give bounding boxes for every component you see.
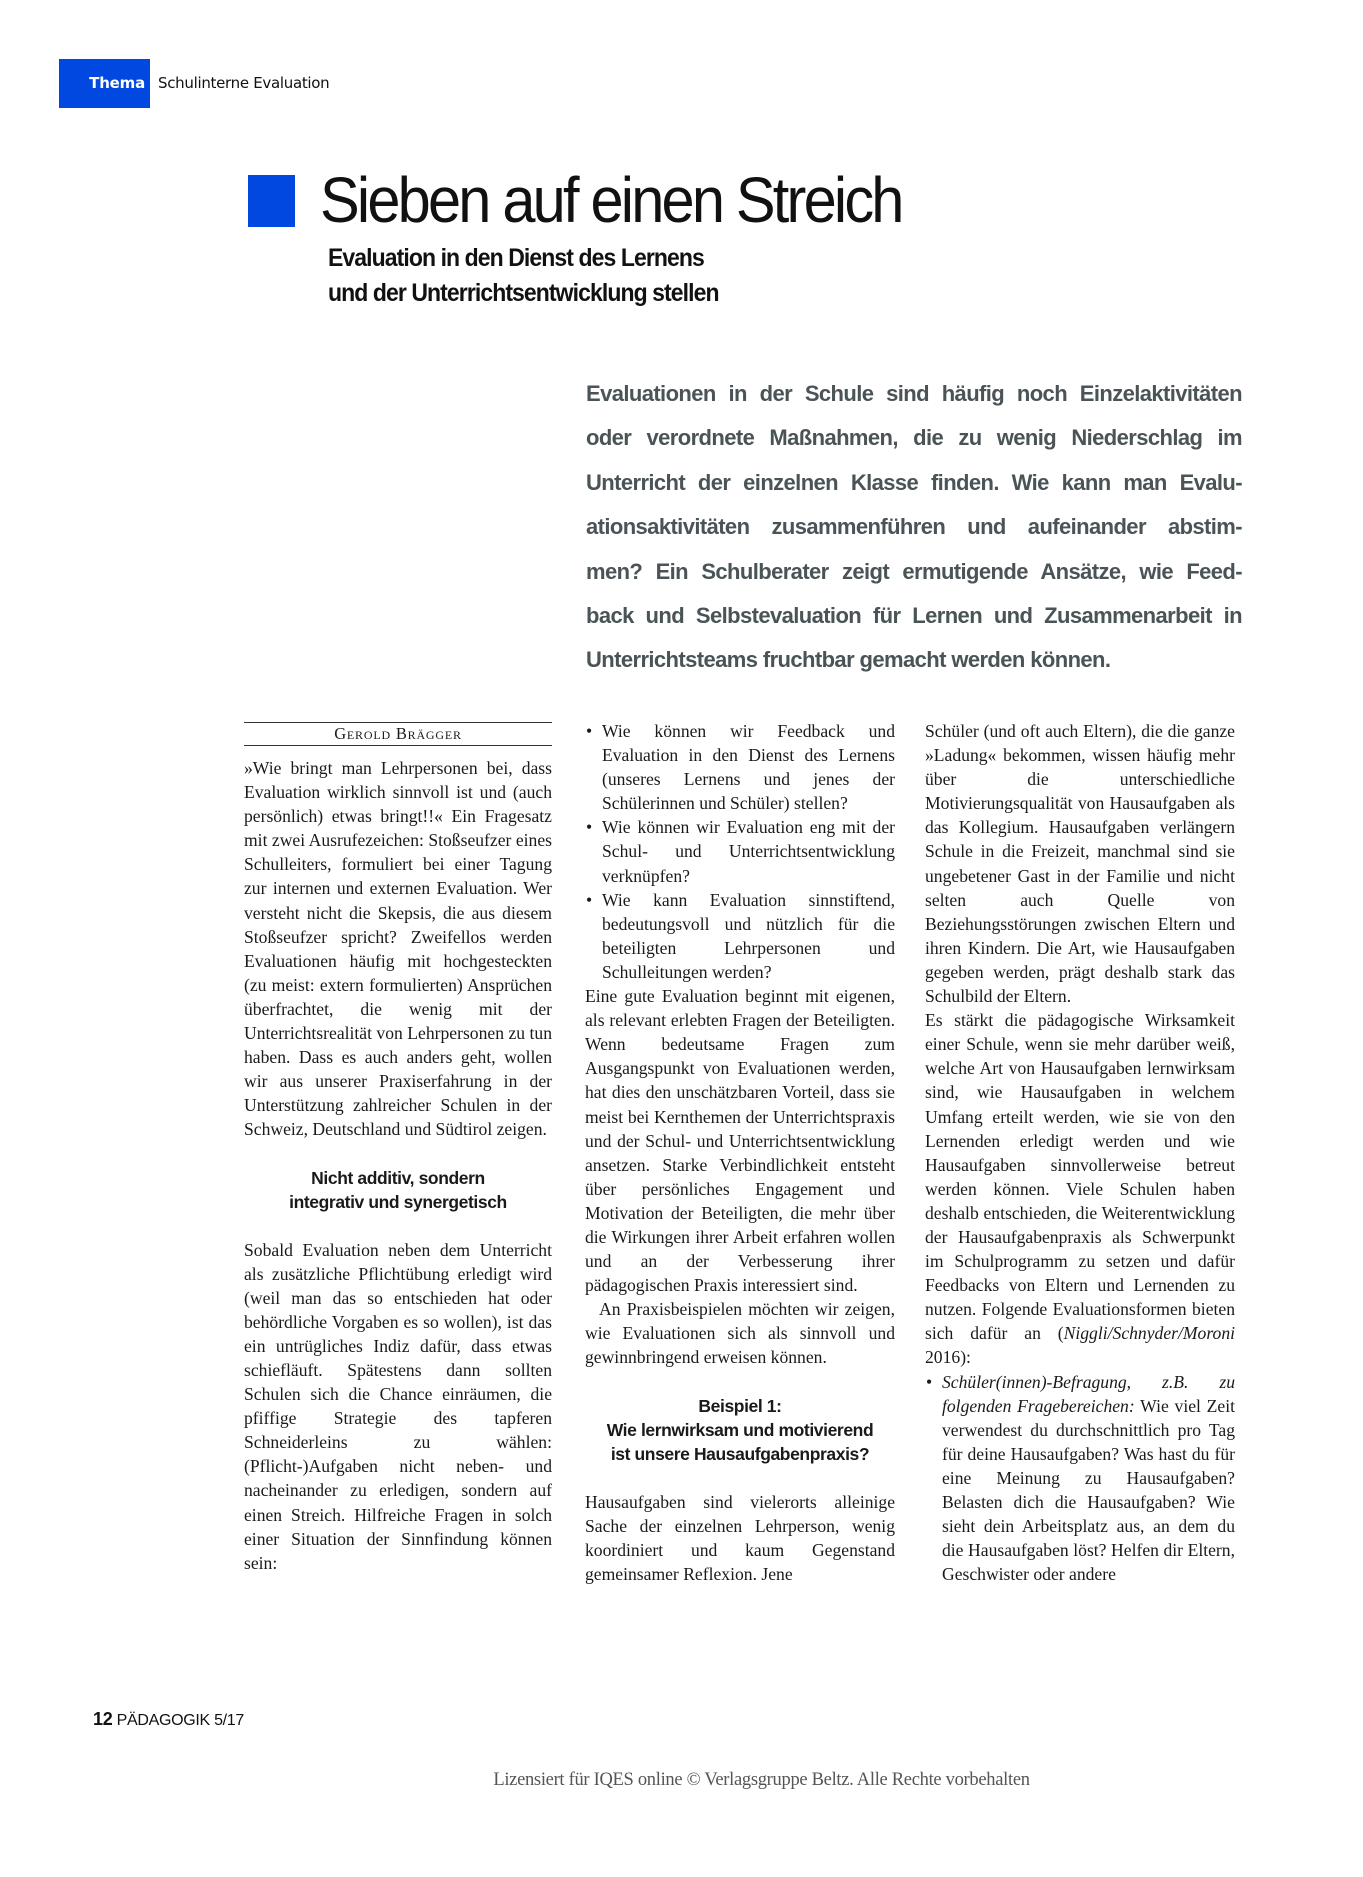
question-list: [585, 719, 895, 984]
paragraph-text: Es stärkt die pädagogische Wirksamkeit einer Schule, wenn sie mehr darüber weiß, welche Art von Hausaufgaben lernwirksam sind, wie Hausaufgaben in welchem Umfang erteilt werden, wie sie von den Lernenden erledigt werden und wie Hausaufgaben sinnvollerweise betreut werden können. Viele Schulen haben deshalb entschieden, die Weiterentwicklung der Hausaufgabenpraxis als Schwerpunkt im Schulprogramm zu setzen und dafür Feedbacks von Eltern und Lernenden zu nutzen. Folgende Evaluationsformen bieten sich dafür an (: [925, 1010, 1235, 1344]
citation-year: 2016):: [925, 1347, 971, 1368]
list-item: • Wie können wir Feedback und Evaluation in den Dienst des Lernens (unseres Lernens und jenes der Schülerinnen und Schüler) stellen?: [585, 719, 895, 815]
article-title: Sieben auf einen Streich: [320, 164, 902, 236]
author-byline: Gerold Brägger: [244, 722, 552, 746]
list-item: • Wie können wir Evaluation eng mit der Schul- und Unterrichtsentwicklung verknüpfen?: [585, 815, 895, 887]
lead-line: Unterricht der einzelnen Klasse finden. Wie kann man Evalu-: [586, 469, 1242, 495]
page-folio: [93, 1709, 244, 1730]
lead-line: back und Selbstevaluation für Lernen und Zusammenarbeit in: [586, 603, 1242, 629]
list-item-text: Wie viel Zeit verwendest du durchschnittlich pro Tag für deine Hausaufgaben? Was hast du für eine Meinung zu Hausaufgaben? Belasten dich die Hausaufgaben? Wie sieht dein Arbeitsplatz aus, an dem du die Hausaufgaben löst? Helfen dir Eltern, Geschwister oder andere: [942, 1395, 1235, 1585]
body-paragraph: Schüler (und oft auch Eltern), die die ganze »Ladung« bekommen, wissen häufig mehr über die unterschiedliche Motivierungsqualität von Hausaufgaben als das Kollegium. Hausaufgaben verlängern Schule in die Freizeit, manchmal sind sie ungebetener Gast in der Familie und nicht selten auch Quelle von Beziehungsstörungen zwischen Eltern und ihren Kindern. Die Art, wie Hausaufgaben gegeben werden, prägt deshalb stark das Schulbild der Eltern.: [925, 721, 1235, 1007]
lead-paragraph: [586, 372, 1242, 683]
body-paragraph: [925, 1008, 1235, 1369]
lead-line: Evaluationen in der Schule sind häufig noch Einzelaktivitäten: [586, 381, 1242, 406]
lead-line: Unterrichtsteams fruchtbar gemacht werden können.: [586, 647, 1111, 673]
intro-paragraph: »Wie bringt man Lehrpersonen bei, dass Evaluation wirklich sinnvoll ist und (auch persönlich) etwas bringt!!« Ein Fragesatz mit zwei Ausrufezeichen: Stoßseufzer eines Schulleiters, formuliert bei einer Tagung zur internen und externen Evaluation. Wer versteht nicht die Skepsis, die aus diesem Stoßseufzer spricht? Zweifellos werden Evaluationen häufig mit hochgesteckten (zu meist: extern formulierten) Ansprüchen überfrachtet, die wenig mit der Unterrichtsrealität von Lehrpersonen zu tun haben. Dass es auch anders geht, wollen wir aus unserer Praxiserfahrung in der Unterstützung zahlreicher Schulen in der Schweiz, Deutschland und Südtirol zeigen.: [244, 758, 552, 1140]
subtitle-line: Evaluation in den Dienst des Lernens: [328, 244, 704, 272]
column-1: [244, 710, 552, 1575]
title-square-icon: [248, 175, 295, 227]
heading-line: Nicht additiv, sondern: [311, 1167, 485, 1188]
magazine-name: PÄDAGOGIK: [116, 1712, 210, 1729]
column-3: [925, 719, 1235, 1586]
list-item-label: Schüler(innen)-Befragung, z.B. zu folgenden Fragebereichen:: [942, 1371, 1235, 1416]
page-number: 12: [93, 1709, 113, 1729]
lead-line: men? Ein Schulberater zeigt ermutigende Ansätze, wie Feed-: [586, 558, 1242, 584]
section-title: Schulinterne Evaluation: [158, 74, 330, 92]
evaluation-forms-list: [925, 1370, 1235, 1587]
heading-line: ist unsere Hausaufgabenpraxis?: [610, 1443, 870, 1464]
body-paragraph: Hausaufgaben sind vielerorts alleinige Sache der einzelnen Lehrperson, wenig koordiniert und kaum Gegenstand gemeinsamer Reflexion. Jene: [585, 1491, 895, 1584]
body-paragraph: An Praxisbeispielen möchten wir zeigen, wie Evaluationen sich als sinnvoll und gewinnbringend erweisen können.: [585, 1299, 895, 1368]
article-subtitle: [328, 241, 719, 311]
lead-line: ationsaktivitäten zusammenführen und aufeinander abstim-: [586, 514, 1242, 540]
section-tag: Thema: [89, 74, 145, 92]
heading-line: Beispiel 1:: [698, 1395, 782, 1416]
lead-line: oder verordnete Maßnahmen, die zu wenig Niederschlag im: [586, 425, 1242, 451]
body-paragraph: Sobald Evaluation neben dem Unterricht als zusätzliche Pflichtübung erledigt wird (weil man das so entschieden hat oder behördliche Vorgaben es so wollen), ist das ein untrügliches Indiz dafür, dass etwas schiefläuft. Spätestens dann sollten Schulen sich die Chance einräumen, die pfiffige Strategie des tapferen Schneiderleins zu wählen: (Pflicht-)Aufgaben nicht neben- und nacheinander zu erledigen, sondern auf einen Streich. Hilfreiche Fragen in solch einer Situation der Sinnfindung können sein:: [244, 1239, 552, 1573]
subtitle-line: und der Unterrichtsentwicklung stellen: [328, 279, 719, 307]
license-text: Lizensiert für IQES online © Verlagsgruppe Beltz. Alle Rechte vorbehalten: [493, 1770, 1030, 1790]
list-item: [925, 1370, 1235, 1587]
issue-number: 5/17: [214, 1712, 245, 1729]
heading-line: Wie lernwirksam und motivierend: [606, 1419, 874, 1440]
list-item: • Wie kann Evaluation sinnstiftend, bedeutungsvoll und nützlich für die beteiligten Lehrpersonen und Schulleitungen werden?: [585, 888, 895, 984]
heading-line: integrativ und synergetisch: [289, 1191, 507, 1212]
citation-authors: Niggli/Schnyder/Moroni: [1063, 1323, 1235, 1344]
body-paragraph: Eine gute Evaluation beginnt mit eigenen, als relevant erlebten Fragen der Beteiligten. Wenn bedeutsame Fragen zum Ausgangspunkt von Evaluationen werden, hat dies den unschätzbaren Vorteil, dass sie meist bei Kernthemen der Unterrichtspraxis und der Schul- und Unterrichtsentwicklung ansetzen. Starke Verbindlichkeit entsteht über persönliches Engagement und Motivation der Beteiligten, die mehr über die Wirkungen ihrer Arbeit erfahren wollen und an der Verbesserung ihrer pädagogischen Praxis interessiert sind.: [585, 986, 895, 1296]
column-2: [585, 719, 895, 1586]
section-heading: [244, 1166, 552, 1214]
section-heading: [585, 1394, 895, 1466]
license-notice: [0, 1770, 1363, 1791]
